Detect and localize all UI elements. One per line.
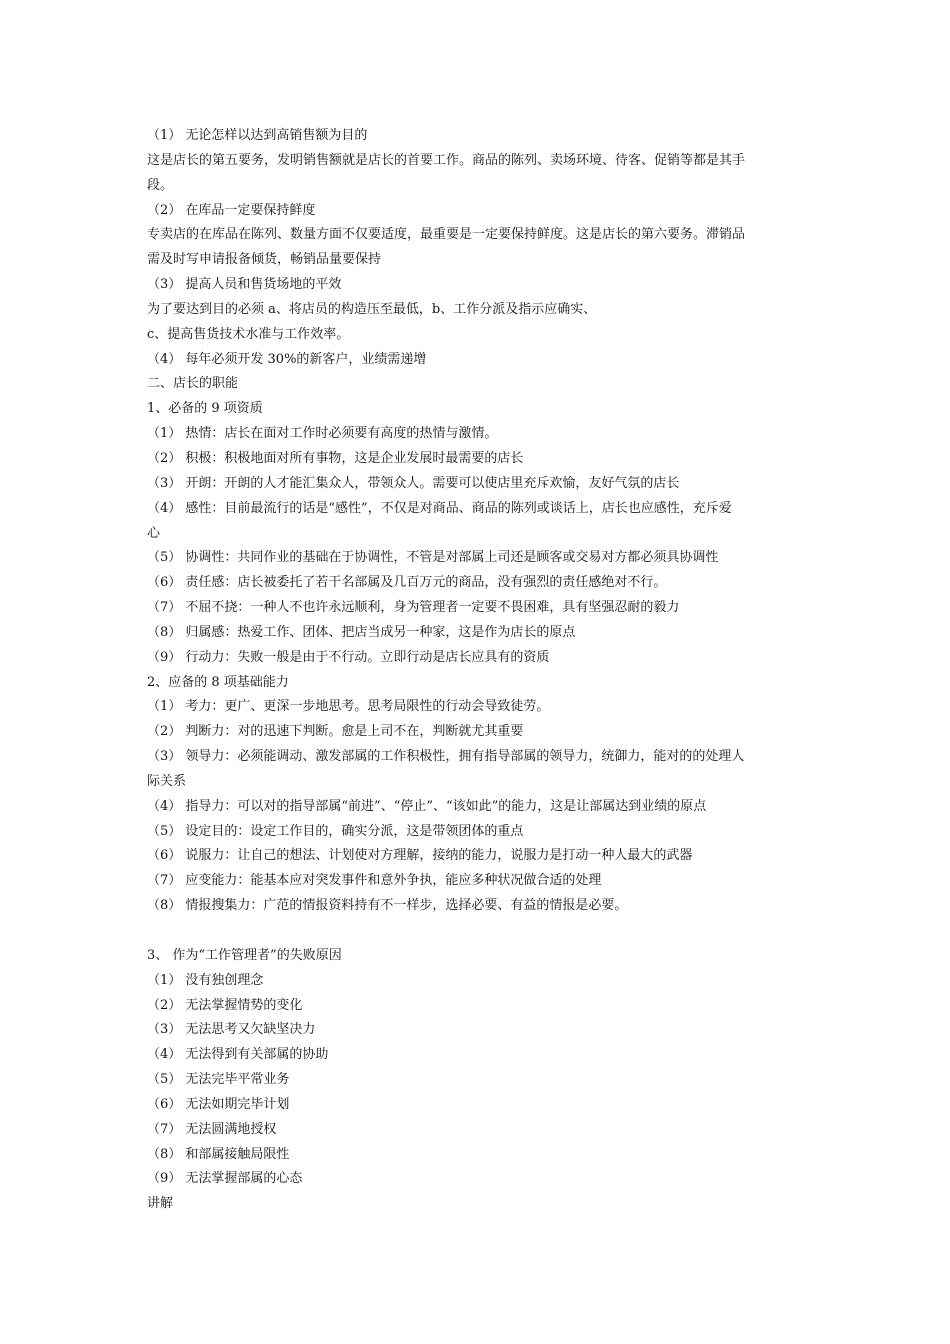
text-line: （2） 判断力：对的迅速下判断。愈是上司不在，判断就尤其重要 [147,724,524,740]
text-line: （4） 每年必须开发 30%的新客户，业绩需递增 [147,351,427,367]
text-line: （8） 情报搜集力：广范的情报资料持有不一样步，选择必要、有益的情报是必要。 [147,898,628,914]
text-line: （2） 在库品一定要保持鲜度 [147,202,316,218]
text-line: 为了要达到目的必须 a、将店员的构造压至最低，b、工作分派及指示应确实、 [147,301,597,317]
text-line: （1） 热情：店长在面对工作时必须要有高度的热情与激情。 [147,426,498,442]
subsection-heading: 3、 作为“工作管理者”的失败原因 [147,947,342,963]
text-line: （7） 不屈不挠：一种人不也许永远顺利，身为管理者一定要不畏困难，具有坚强忍耐的毅力 [147,600,680,616]
text-line: （7） 应变能力：能基本应对突发事件和意外争执，能应多种状况做合适的处理 [147,873,602,889]
text-line: 际关系 [147,773,187,789]
text-line: （3） 领导力：必须能调动、激发部属的工作积极性，拥有指导部属的领导力，统御力，能对的的处理人 [147,749,745,765]
text-line: （2） 积极：积极地面对所有事物，这是企业发展时最需要的店长 [147,450,524,466]
text-line: 段。 [147,177,174,193]
text-line: （4） 感性：目前最流行的话是“感性”，不仅是对商品、商品的陈列或谈话上，店长也应感性，充斥爱 [147,500,732,516]
document-body [147,124,812,1217]
subsection-heading: 2、应备的 8 项基础能力 [147,674,289,690]
text-line: （1） 没有独创理念 [147,972,264,988]
text-line: （7） 无法圆满地授权 [147,1121,277,1137]
text-line: （6） 责任感：店长被委托了若干名部属及几百万元的商品，没有强烈的责任感绝对不行。 [147,575,667,591]
text-line: （6） 无法如期完毕计划 [147,1096,290,1112]
subsection-heading: 1、必备的 9 项资质 [147,401,263,417]
section-heading: 二、店长的职能 [147,376,239,392]
text-line: （9） 行动力：失败一般是由于不行动。立即行动是店长应具有的资质 [147,649,550,665]
text-line: （8） 归属感：热爱工作、团体、把店当成另一种家，这是作为店长的原点 [147,624,576,640]
text-line: （3） 无法思考又欠缺坚决力 [147,1022,316,1038]
text-line: 讲解 [147,1196,174,1212]
text-line: （8） 和部属接触局限性 [147,1146,290,1162]
text-line: （4） 指导力：可以对的指导部属“前进”、“停止”、“该如此”的能力，这是让部属达到业绩的原点 [147,798,707,814]
text-line: 专卖店的在库品在陈列、数量方面不仅要适度，最重要是一定要保持鲜度。这是店长的第六要务。滞销品 [147,227,746,243]
text-line: 心 [147,525,161,541]
text-line: （1） 考力：更广、更深一步地思考。思考局限性的行动会导致徒劳。 [147,699,550,715]
text-line: （4） 无法得到有关部属的协助 [147,1047,329,1063]
blank-line [147,919,812,944]
text-line: （5） 协调性：共同作业的基础在于协调性，不管是对部属上司还是顾客或交易对方都必须具协调性 [147,550,719,566]
text-line: 需及时写申请报备倾货，畅销品量要保持 [147,252,382,268]
text-line: （6） 说服力：让自己的想法、计划使对方理解，接纳的能力，说服力是打动一种人最大的武器 [147,848,693,864]
text-line: （3） 提高人员和售货场地的平效 [147,277,342,293]
text-line: （9） 无法掌握部属的心态 [147,1171,303,1187]
text-line: 这是店长的第五要务，发明销售额就是店长的首要工作。商品的陈列、卖场环境、待客、促销等都是其手 [147,152,746,168]
text-line: （3） 开朗：开朗的人才能汇集众人，带领众人。需要可以使店里充斥欢愉，友好气氛的店长 [147,475,680,491]
text-line: （5） 无法完毕平常业务 [147,1072,290,1088]
text-line: （5） 设定目的：设定工作目的，确实分派，这是带领团体的重点 [147,823,524,839]
text-line: c、提高售货技术水准与工作效率。 [147,326,350,342]
text-line: （1） 无论怎样以达到高销售额为目的 [147,128,368,143]
text-line: （2） 无法掌握情势的变化 [147,997,303,1013]
